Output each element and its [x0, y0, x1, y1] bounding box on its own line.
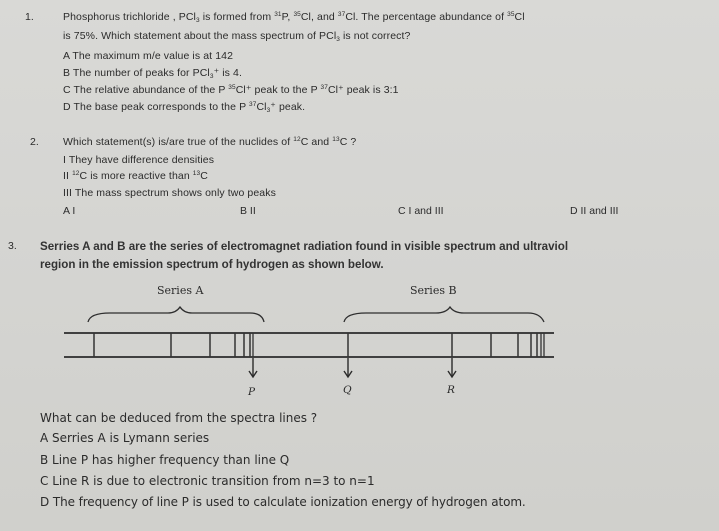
- series-a-label: Series A: [157, 284, 204, 297]
- question-2-statement-ii: II $^{12}$C is more reactive than $^{13}$C: [63, 170, 208, 182]
- question-2-choice-c: C I and III: [398, 205, 444, 217]
- question-1-option-c: C The relative abundance of the P $^{35}$Cl⁺ peak to the P $^{37}$Cl⁺ peak is 3:1: [63, 84, 399, 96]
- arrow-to-line-p: [249, 358, 257, 377]
- question-3-number: 3.: [8, 240, 17, 252]
- question-2-stem: Which statement(s) is/are true of the nuclides of $^{12}$C and $^{13}$C ?: [63, 136, 357, 148]
- arrow-to-line-r: [448, 358, 456, 377]
- question-3-option-d: D The frequency of line P is used to calculate ionization energy of hydrogen atom.: [40, 495, 526, 509]
- question-1-number: 1.: [25, 11, 34, 23]
- question-3-stem-line-1: Serries A and B are the series of electromagnet radiation found in visible spectrum and ultraviol: [40, 240, 569, 253]
- question-1-option-d: D The base peak corresponds to the P $^{37}Cl_3^+$ peak.: [63, 101, 306, 114]
- series-b-brace: [344, 307, 544, 322]
- series-a-brace: [88, 307, 264, 322]
- question-3-stem-line-2: region in the emission spectrum of hydrogen as shown below.: [40, 258, 384, 271]
- question-3-option-a: A Serries A is Lymann series: [40, 431, 210, 445]
- question-1-option-b: B The number of peaks for PCl$_3$⁺ is 4.: [63, 67, 243, 80]
- question-3-option-c: C Line R is due to electronic transition from n=3 to n=1: [40, 474, 375, 488]
- question-2-number: 2.: [30, 136, 39, 148]
- question-3-option-b: B Line P has higher frequency than line Q: [40, 453, 290, 467]
- arrow-to-line-q: [344, 358, 352, 377]
- question-2-choice-d: D II and III: [570, 205, 619, 217]
- question-2-choice-a: A I: [63, 205, 76, 217]
- question-1-stem-line-2: is 75%. Which statement about the mass spectrum of PCl$_3$ is not correct?: [63, 30, 411, 43]
- line-q-label: Q: [343, 384, 352, 396]
- question-2-statement-i: I They have difference densities: [63, 154, 215, 166]
- series-b-label: Series B: [410, 284, 457, 297]
- question-1-stem-line-1: Phosphorus trichloride , PCl$_3$ is formed from $^{31}$P, $^{35}$Cl, and $^{37}$Cl. The percentage abundance of $^{35}$Cl: [63, 11, 525, 24]
- question-3-prompt: What can be deduced from the spectra lines ?: [40, 411, 318, 425]
- line-r-label: R: [447, 384, 455, 396]
- question-2-choice-b: B II: [240, 205, 256, 217]
- question-1-option-a: A The maximum m/e value is at 142: [63, 50, 234, 62]
- line-p-label: P: [248, 386, 256, 398]
- question-2-statement-iii: III The mass spectrum shows only two peaks: [63, 187, 276, 199]
